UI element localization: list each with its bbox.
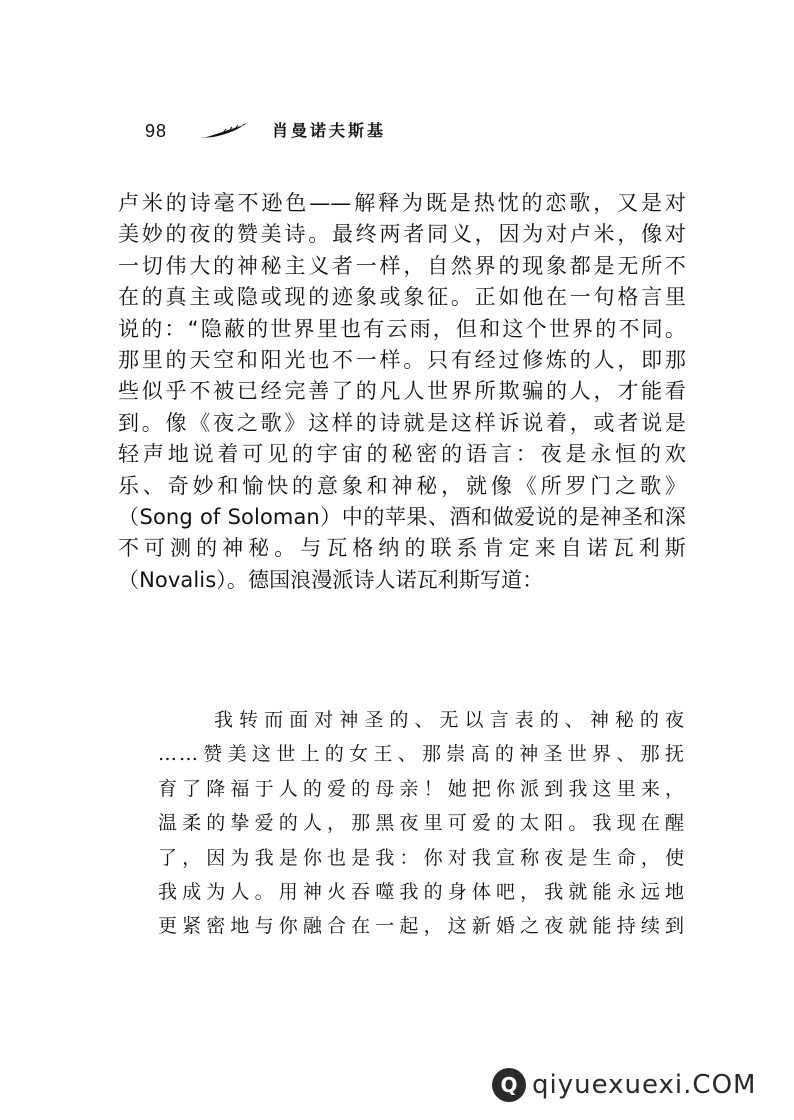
text-line: （Novalis）。德国浪漫派诗人诺瓦利斯写道： <box>118 567 544 592</box>
quote-line: 更紧密地与你融合在一起，这新婚之夜就能持续到 <box>158 915 686 938</box>
page-number: 98 <box>145 121 168 141</box>
page-header <box>145 119 465 145</box>
watermark-text: qiyuexuexi.COM <box>532 1070 757 1100</box>
body-paragraph <box>118 188 686 596</box>
running-title: 肖曼诺夫斯基 <box>272 121 387 140</box>
text-line: 到。像《夜之歌》这样的诗就是这样诉说着，或者说是 <box>118 410 686 435</box>
watermark-logo-letter: Q <box>500 1073 518 1097</box>
text-line: 那里的天空和阳光也不一样。只有经过修炼的人，即那 <box>118 347 686 372</box>
text-line: （Song of Soloman）中的苹果、酒和做爱说的是神圣和深 <box>118 504 686 529</box>
quill-icon <box>199 121 249 141</box>
text-line: 卢米的诗毫不逊色——解释为既是热忱的恋歌，又是对 <box>118 191 686 215</box>
quote-line: 我转而面对神圣的、无以言表的、神秘的夜 <box>214 709 686 731</box>
quote-line: 育了降福于人的爱的母亲！她把你派到我这里来， <box>158 777 686 800</box>
quote-line: 我成为人。用神火吞噬我的身体吧，我就能永远地 <box>158 880 686 903</box>
text-line: 在的真主或隐或现的迹象或象征。正如他在一句格言里 <box>118 285 686 310</box>
text-line: 些似乎不被已经完善了的凡人世界所欺骗的人，才能看 <box>118 379 686 404</box>
text-line: 乐、奇妙和愉快的意象和神秘，就像《所罗门之歌》 <box>118 473 686 498</box>
block-quote <box>158 703 686 944</box>
text-line: 美妙的夜的赞美诗。最终两者同义，因为对卢米，像对 <box>118 222 686 247</box>
watermark-logo-icon <box>492 1068 526 1102</box>
text-line: 一切伟大的神秘主义者一样，自然界的现象都是无所不 <box>118 253 686 278</box>
quote-line: ……赞美这世上的女王、那崇高的神圣世界、那抚 <box>158 743 686 766</box>
quote-line: 温柔的挚爱的人，那黑夜里可爱的太阳。我现在醒 <box>158 812 686 835</box>
quote-line: 了，因为我是你也是我：你对我宣称夜是生命，使 <box>158 846 686 869</box>
text-line: 不可测的神秘。与瓦格纳的联系肯定来自诺瓦利斯 <box>118 536 686 561</box>
text-line: 说的：“隐蔽的世界里也有云雨，但和这个世界的不同。 <box>118 316 686 341</box>
text-line: 轻声地说着可见的宇宙的秘密的语言：夜是永恒的欢 <box>118 442 686 467</box>
watermark <box>492 1064 782 1108</box>
